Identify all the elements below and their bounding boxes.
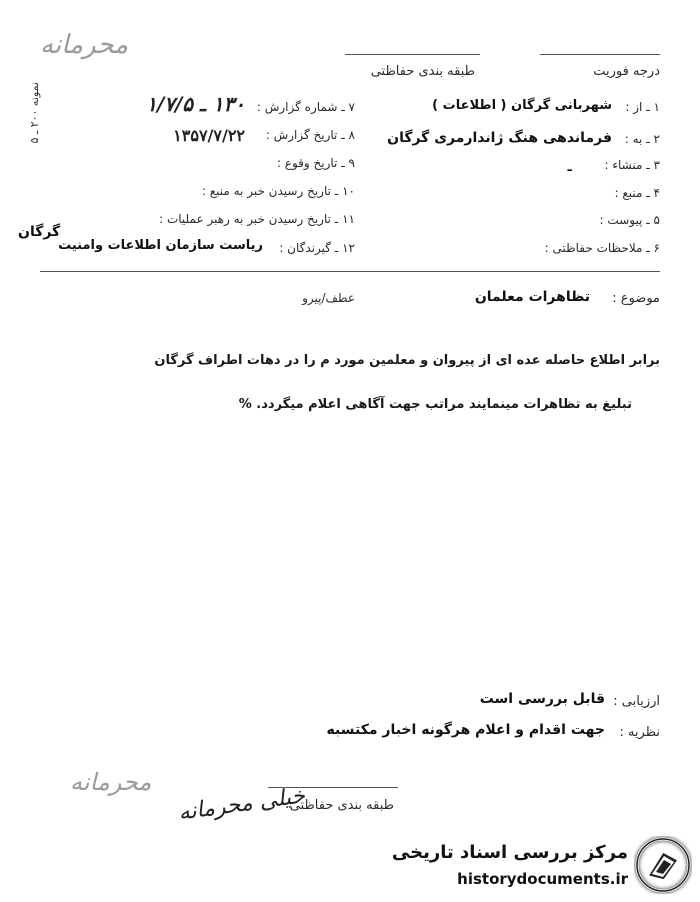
header-separator [40,271,660,272]
field-label-origin: ۳ ـ منشاء : [604,158,660,172]
field-label-report-number: ۷ ـ شماره گزارش : [256,100,355,114]
bottom-handwritten-classification: خیلی محرمانه [176,783,307,826]
archive-logo-icon [634,836,692,894]
field-label-to: ۲ ـ به : [624,132,660,146]
field-value-to: فرماندهی هنگ ژاندارمری گرگان [387,130,612,146]
watermark [391,836,694,896]
reference-label: عطف/پیرو [302,291,355,305]
form-number-note: نمونه ۲۰۰ ـ ۵ [28,82,41,144]
field-value-recipients: ریاست سازمان اطلاعات وامنیت [58,238,263,253]
body-line-1: برابر اطلاع حاصله عده ای از پیروان و معلمین مورد م را در دهات اطراف گرگان [154,353,660,368]
bottom-classification-label: طبقه بندی حفاظتی [289,798,394,813]
body-line-2: تبلیغ به تظاهرات مینمایند مراتب جهت آگاهی اعلام میگردد. % [238,397,632,412]
priority-line [540,54,660,55]
field-label-news-to-source-date: ۱۰ ـ تاریخ رسیدن خبر به منبع : [201,184,355,198]
field-value-from: شهربانی گرگان ( اطلاعات ) [432,98,612,113]
watermark-url: historydocuments.ir [457,870,628,888]
evaluation-label: ارزیابی : [613,694,660,709]
opinion-value: جهت اقدام و اعلام هرگونه اخبار مکتسبه [326,722,605,738]
evaluation-value: قابل بررسی است [479,691,605,707]
classification-label: طبقه بندی حفاظتی [370,64,475,79]
opinion-label: نظریه : [619,725,660,740]
field-value-report-number: ۱۳۰ ـ ۱/۷/۵ [146,92,245,116]
classification-line [345,54,480,55]
watermark-title: مرکز بررسی اسناد تاریخی [391,842,628,863]
subject-label: موضوع : [612,291,660,306]
priority-label: درجه فوریت [593,64,660,79]
field-value-report-date: ۱۳۵۷/۷/۲۲ [173,126,245,145]
top-classification-stamp: محرمانه [40,30,129,60]
subject-value: تظاهرات معلمان [474,289,590,305]
field-label-event-date: ۹ ـ تاریخ وقوع : [276,156,355,170]
field-label-source: ۴ ـ منبع : [614,186,660,200]
field-label-security-notes: ۶ ـ ملاحظات حفاظتی : [544,241,660,255]
field-label-recipients: ۱۲ ـ گیرندگان : [279,241,355,255]
field-label-news-to-operations-date: ۱۱ ـ تاریخ رسیدن خبر به رهبر عملیات : [159,212,355,226]
field-label-attachment: ۵ ـ پیوست : [599,213,660,227]
bottom-classification-stamp: محرمانه [70,768,152,796]
field-value-origin: ـ [567,160,572,175]
field-label-report-date: ۸ ـ تاریخ گزارش : [265,128,355,142]
field-label-from: ۱ ـ از : [625,100,660,114]
field-value-recipients-city: گرگان [18,224,61,240]
